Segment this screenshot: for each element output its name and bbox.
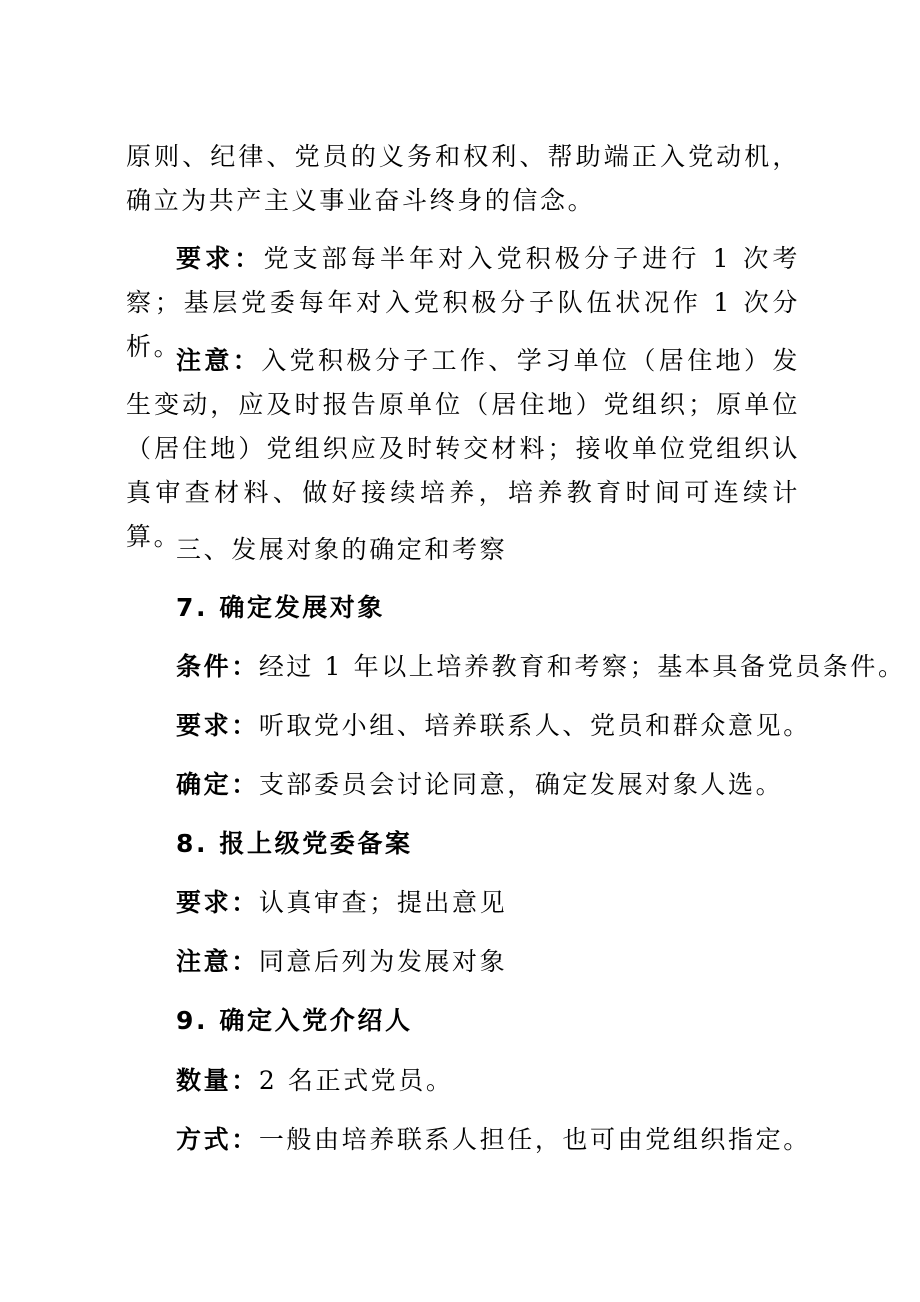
item-heading-text: 7. 确定发展对象 (176, 593, 385, 622)
note-text: 入党积极分子工作、学习单位（居住地）发生变动，应及时报告原单位（居住地）党组织；原单位（居住地）党组织应及时转交材料；接收单位党组织认真审查材料、做好接续培养，培养教育时间可连续计算。 (126, 346, 800, 551)
paragraph-text: 原则、纪律、党员的义务和权利、帮助端正入党动机，确立为共产主义事业奋斗终身的信念。 (126, 142, 800, 215)
item-heading-7 (176, 586, 816, 630)
quantity-text: 2 名正式党员。 (258, 1066, 454, 1095)
condition-label: 条件： (176, 652, 259, 681)
item-heading-8 (176, 822, 816, 866)
requirement-label: 要求： (176, 711, 259, 740)
requirement-text: 听取党小组、培养联系人、党员和群众意见。 (258, 711, 811, 740)
requirement-label: 要求： (176, 244, 264, 273)
note-label: 注意： (176, 346, 262, 375)
requirement-text: 党支部每半年对入党积极分子进行 1 次考察；基层党委每年对入党积极分子队伍状况作 1 次分析。 (126, 244, 800, 361)
method-label: 方式： (176, 1125, 259, 1154)
method-text: 一般由培养联系人担任，也可由党组织指定。 (258, 1125, 811, 1154)
paragraph-continuation (126, 135, 800, 223)
condition-text: 经过 1 年以上培养教育和考察；基本具备党员条件。 (258, 652, 906, 681)
note-text: 同意后列为发展对象 (258, 947, 508, 976)
section-heading-3 (176, 528, 816, 572)
item-heading-text: 8. 报上级党委备案 (176, 829, 413, 858)
confirm-line (176, 763, 816, 807)
note-label: 注意： (176, 947, 259, 976)
section-heading-text: 三、发展对象的确定和考察 (176, 535, 508, 564)
paragraph-note-1 (126, 339, 800, 559)
method-line (176, 1118, 816, 1162)
requirement-line-2 (176, 704, 816, 748)
item-heading-text: 9. 确定入党介绍人 (176, 1006, 413, 1035)
item-heading-9 (176, 999, 816, 1043)
requirement-text: 认真审查；提出意见 (258, 888, 508, 917)
note-line-2 (176, 940, 816, 984)
confirm-text: 支部委员会讨论同意，确定发展对象人选。 (258, 770, 784, 799)
quantity-label: 数量： (176, 1066, 259, 1095)
requirement-label: 要求： (176, 888, 259, 917)
quantity-line (176, 1059, 816, 1103)
condition-line (176, 645, 906, 689)
confirm-label: 确定： (176, 770, 259, 799)
requirement-line-3 (176, 881, 816, 925)
